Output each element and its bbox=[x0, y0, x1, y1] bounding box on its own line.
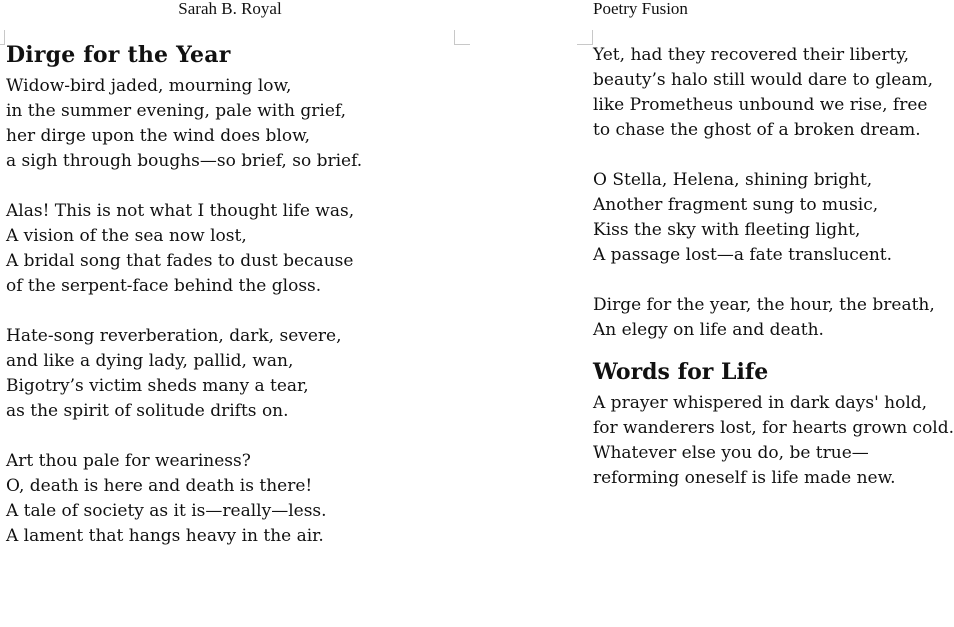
left-page bbox=[0, 0, 470, 627]
margin-corner-mark-top-left bbox=[577, 30, 593, 45]
poem-line: A lament that hangs heavy in the air. bbox=[6, 526, 324, 546]
poem-line: a sigh through boughs—so brief, so brief. bbox=[6, 151, 363, 171]
poem-line: beauty’s halo still would dare to gleam, bbox=[593, 70, 933, 90]
margin-corner-mark-top-left bbox=[0, 30, 5, 45]
poem-line: her dirge upon the wind does blow, bbox=[6, 126, 311, 146]
stanza bbox=[6, 199, 362, 299]
stanza bbox=[6, 324, 362, 424]
poem-line: Yet, had they recovered their liberty, bbox=[593, 45, 910, 65]
poem-line: Art thou pale for weariness? bbox=[6, 451, 251, 471]
poem-line: An elegy on life and death. bbox=[593, 320, 824, 340]
poem-line: A vision of the sea now lost, bbox=[6, 226, 247, 246]
poem-line: Hate-song reverberation, dark, severe, bbox=[6, 326, 342, 346]
poem-line: A tale of society as it is—really—less. bbox=[6, 501, 327, 521]
stanza bbox=[6, 74, 362, 174]
poem-line: A prayer whispered in dark days' hold, bbox=[593, 393, 928, 413]
poem-title: Dirge for the Year bbox=[6, 42, 231, 68]
margin-corner-mark-top-right bbox=[454, 30, 470, 45]
poem-line: Widow-bird jaded, mourning low, bbox=[6, 76, 292, 96]
poem-line: A bridal song that fades to dust because bbox=[6, 251, 354, 271]
poem-body-left bbox=[6, 40, 362, 574]
poem-line: A passage lost—a fate translucent. bbox=[593, 245, 893, 265]
poem-body-right bbox=[593, 43, 954, 516]
poem-line: reforming oneself is life made new. bbox=[593, 468, 896, 488]
poem-line: and like a dying lady, pallid, wan, bbox=[6, 351, 294, 371]
stanza bbox=[6, 449, 362, 549]
poem-line: Alas! This is not what I thought life was, bbox=[6, 201, 355, 221]
poem-line: of the serpent-face behind the gloss. bbox=[6, 276, 322, 296]
poem-line: Bigotry’s victim sheds many a tear, bbox=[6, 376, 309, 396]
poem-line: like Prometheus unbound we rise, free bbox=[593, 95, 928, 115]
poem-line: O Stella, Helena, shining bright, bbox=[593, 170, 873, 190]
page-header-book-title: Poetry Fusion bbox=[593, 0, 688, 18]
stanza bbox=[593, 293, 954, 343]
stanza bbox=[593, 168, 954, 268]
poem-line: O, death is here and death is there! bbox=[6, 476, 313, 496]
stanza bbox=[593, 43, 954, 143]
right-page bbox=[477, 0, 954, 627]
poem-line: for wanderers lost, for hearts grown cold. bbox=[593, 418, 954, 438]
poem-title: Words for Life bbox=[593, 359, 769, 385]
poem-line: Dirge for the year, the hour, the breath, bbox=[593, 295, 935, 315]
page-header-author: Sarah B. Royal bbox=[178, 0, 282, 18]
poem-line: Whatever else you do, be true— bbox=[593, 443, 869, 463]
poem-line: as the spirit of solitude drifts on. bbox=[6, 401, 289, 421]
poem-line: Kiss the sky with fleeting light, bbox=[593, 220, 861, 240]
poem-line: in the summer evening, pale with grief, bbox=[6, 101, 346, 121]
poem-line: to chase the ghost of a broken dream. bbox=[593, 120, 921, 140]
poem-line: Another fragment sung to music, bbox=[593, 195, 879, 215]
stanza bbox=[593, 391, 954, 491]
